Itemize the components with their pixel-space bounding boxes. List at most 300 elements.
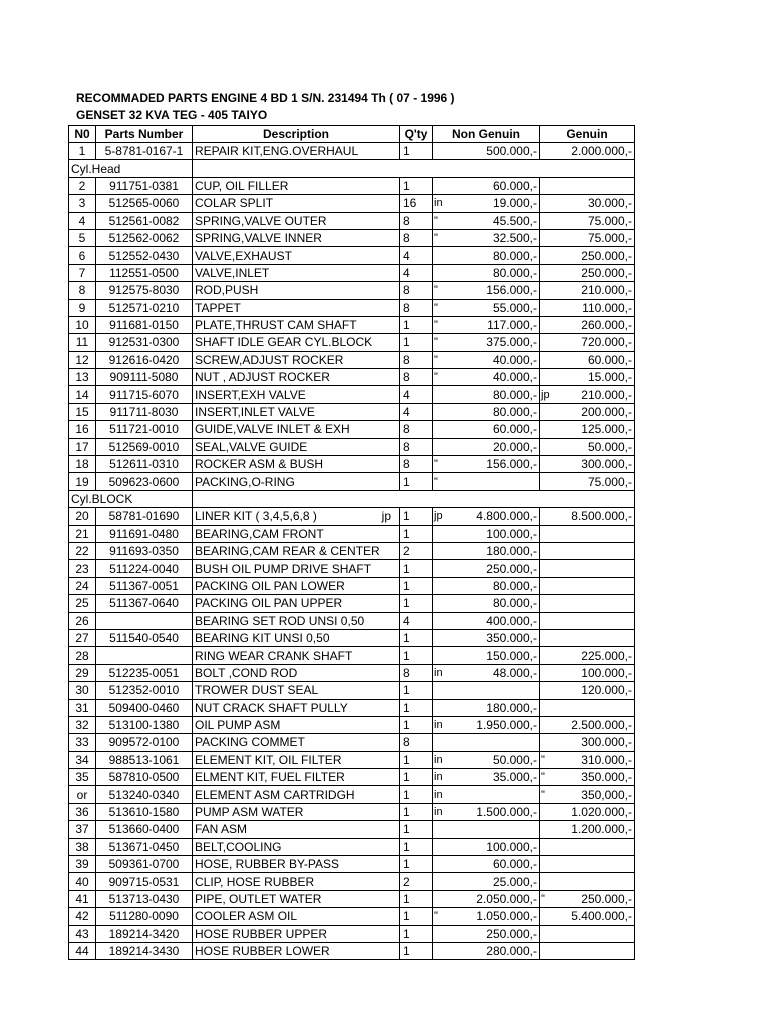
cell-part-number: 912616-0420 xyxy=(96,351,193,368)
cell-non-genuine-origin xyxy=(433,821,451,838)
cell-no: 29 xyxy=(69,664,96,681)
cell-non-genuine-origin xyxy=(433,595,451,612)
cell-non-genuine-price: 100.000,- xyxy=(451,838,540,855)
cell-part-number: 512235-0051 xyxy=(96,664,193,681)
table-row xyxy=(69,612,635,629)
cell-non-genuine-origin xyxy=(433,438,451,455)
cell-non-genuine-origin: in xyxy=(433,664,451,681)
cell-non-genuine-price: 80.000,- xyxy=(451,577,540,594)
cell-qty: 8 xyxy=(400,212,433,229)
cell-qty: 1 xyxy=(400,786,433,803)
table-row xyxy=(69,716,635,733)
cell-qty: 8 xyxy=(400,421,433,438)
cell-non-genuine-price xyxy=(451,734,540,751)
cell-qty: 1 xyxy=(400,769,433,786)
cell-qty: 8 xyxy=(400,299,433,316)
cell-genuine-price: 250.000,- xyxy=(558,247,635,264)
cell-part-number: 512552-0430 xyxy=(96,247,193,264)
cell-qty: 8 xyxy=(400,438,433,455)
cell-description: BEARING,CAM REAR & CENTER xyxy=(193,542,400,559)
cell-qty: 1 xyxy=(400,629,433,646)
cell-no: 31 xyxy=(69,699,96,716)
cell-genuine-price: 250.000,- xyxy=(558,264,635,281)
cell-genuine-price xyxy=(558,525,635,542)
cell-non-genuine-origin xyxy=(433,577,451,594)
cell-no: 7 xyxy=(69,264,96,281)
table-row xyxy=(69,542,635,559)
cell-genuine-origin xyxy=(540,351,558,368)
cell-genuine-origin xyxy=(540,212,558,229)
cell-no: 22 xyxy=(69,542,96,559)
cell-genuine-origin xyxy=(540,316,558,333)
cell-non-genuine-origin: in xyxy=(433,751,451,768)
cell-non-genuine-origin: " xyxy=(433,473,451,490)
cell-part-number: 189214-3430 xyxy=(96,942,193,959)
cell-part-number: 58781-01690 xyxy=(96,508,193,525)
cell-part-number: 513660-0400 xyxy=(96,821,193,838)
cell-genuine-price xyxy=(558,699,635,716)
cell-description: PACKING OIL PAN UPPER xyxy=(193,595,400,612)
cell-no: 34 xyxy=(69,751,96,768)
cell-non-genuine-price: 19.000,- xyxy=(451,195,540,212)
cell-description: HOSE, RUBBER BY-PASS xyxy=(193,856,400,873)
cell-description: INSERT,EXH VALVE xyxy=(193,386,400,403)
cell-non-genuine-origin: " xyxy=(433,282,451,299)
cell-non-genuine-price: 250.000,- xyxy=(451,560,540,577)
cell-no: 2 xyxy=(69,177,96,194)
cell-description: TAPPET xyxy=(193,299,400,316)
cell-part-number: 5-8781-0167-1 xyxy=(96,143,193,160)
cell-non-genuine-origin xyxy=(433,890,451,907)
cell-non-genuine-price xyxy=(451,786,540,803)
cell-genuine-price xyxy=(558,577,635,594)
cell-description: PACKING OIL PAN LOWER xyxy=(193,577,400,594)
table-row xyxy=(69,682,635,699)
cell-description: PIPE, OUTLET WATER xyxy=(193,890,400,907)
cell-genuine-price: 225.000,- xyxy=(558,647,635,664)
cell-description: SPRING,VALVE OUTER xyxy=(193,212,400,229)
header-genuine: Genuin xyxy=(540,126,635,143)
cell-non-genuine-price: 500.000,- xyxy=(451,143,540,160)
cell-no: 26 xyxy=(69,612,96,629)
cell-part-number: 911693-0350 xyxy=(96,542,193,559)
cell-no: 28 xyxy=(69,647,96,664)
table-row xyxy=(69,925,635,942)
table-row xyxy=(69,751,635,768)
cell-qty: 1 xyxy=(400,890,433,907)
cell-genuine-price xyxy=(558,560,635,577)
cell-non-genuine-origin: " xyxy=(433,316,451,333)
cell-description: INSERT,INLET VALVE xyxy=(193,403,400,420)
cell-qty: 8 xyxy=(400,664,433,681)
table-row xyxy=(69,890,635,907)
cell-non-genuine-price: 20.000,- xyxy=(451,438,540,455)
cell-qty: 16 xyxy=(400,195,433,212)
cell-part-number xyxy=(96,647,193,664)
cell-genuine-origin xyxy=(540,264,558,281)
cell-qty: 8 xyxy=(400,282,433,299)
cell-description: TROWER DUST SEAL xyxy=(193,682,400,699)
document-subtitle: GENSET 32 KVA TEG - 405 TAIYO xyxy=(76,108,268,122)
cell-no: 25 xyxy=(69,595,96,612)
cell-part-number: 912575-8030 xyxy=(96,282,193,299)
table-row xyxy=(69,473,635,490)
section-row xyxy=(69,160,635,177)
cell-genuine-price xyxy=(558,838,635,855)
cell-part-number: 512611-0310 xyxy=(96,456,193,473)
table-row xyxy=(69,664,635,681)
cell-description: BEARING SET ROD UNSI 0,50 xyxy=(193,612,400,629)
cell-non-genuine-origin: in xyxy=(433,769,451,786)
cell-qty: 4 xyxy=(400,247,433,264)
cell-genuine-origin xyxy=(540,438,558,455)
cell-non-genuine-origin xyxy=(433,942,451,959)
cell-non-genuine-origin xyxy=(433,143,451,160)
cell-no: 10 xyxy=(69,316,96,333)
table-row xyxy=(69,386,635,403)
cell-non-genuine-price: 117.000,- xyxy=(451,316,540,333)
cell-genuine-price: 210.000,- xyxy=(558,386,635,403)
cell-no: 44 xyxy=(69,942,96,959)
cell-genuine-origin xyxy=(540,247,558,264)
cell-qty: 1 xyxy=(400,908,433,925)
cell-genuine-origin xyxy=(540,664,558,681)
cell-description: VALVE,INLET xyxy=(193,264,400,281)
header-description: Description xyxy=(193,126,400,143)
cell-genuine-price: 8.500.000,- xyxy=(558,508,635,525)
table-row xyxy=(69,595,635,612)
cell-genuine-price: 300.000,- xyxy=(558,456,635,473)
cell-part-number: 511540-0540 xyxy=(96,629,193,646)
cell-genuine-price xyxy=(558,595,635,612)
cell-description: BUSH OIL PUMP DRIVE SHAFT xyxy=(193,560,400,577)
cell-genuine-origin xyxy=(540,334,558,351)
cell-genuine-price: 250.000,- xyxy=(558,890,635,907)
cell-description: SPRING,VALVE INNER xyxy=(193,229,400,246)
cell-qty: 1 xyxy=(400,525,433,542)
table-row xyxy=(69,786,635,803)
cell-description: VALVE,EXHAUST xyxy=(193,247,400,264)
cell-description: SEAL,VALVE GUIDE xyxy=(193,438,400,455)
cell-genuine-origin xyxy=(540,803,558,820)
cell-no: 30 xyxy=(69,682,96,699)
cell-genuine-price xyxy=(558,942,635,959)
cell-genuine-price: 110.000,- xyxy=(558,299,635,316)
cell-part-number: 511224-0040 xyxy=(96,560,193,577)
cell-genuine-price: 350,000,- xyxy=(558,786,635,803)
cell-description: CLIP, HOSE RUBBER xyxy=(193,873,400,890)
cell-genuine-price: 1.200.000,- xyxy=(558,821,635,838)
cell-qty: 4 xyxy=(400,264,433,281)
table-row xyxy=(69,908,635,925)
cell-non-genuine-origin xyxy=(433,647,451,664)
table-row xyxy=(69,351,635,368)
cell-no: 37 xyxy=(69,821,96,838)
cell-no: 40 xyxy=(69,873,96,890)
cell-genuine-price: 15.000,- xyxy=(558,369,635,386)
cell-genuine-origin xyxy=(540,456,558,473)
cell-non-genuine-price: 60.000,- xyxy=(451,421,540,438)
cell-no: 6 xyxy=(69,247,96,264)
cell-non-genuine-price: 375.000,- xyxy=(451,334,540,351)
cell-non-genuine-origin xyxy=(433,560,451,577)
cell-non-genuine-price: 40.000,- xyxy=(451,351,540,368)
cell-non-genuine-price: 80.000,- xyxy=(451,264,540,281)
cell-genuine-price xyxy=(558,612,635,629)
cell-genuine-price: 210.000,- xyxy=(558,282,635,299)
cell-no: 9 xyxy=(69,299,96,316)
cell-genuine-origin: " xyxy=(540,769,558,786)
table-row xyxy=(69,821,635,838)
table-row xyxy=(69,873,635,890)
cell-part-number: 911711-8030 xyxy=(96,403,193,420)
parts-table xyxy=(68,125,635,960)
section-filler xyxy=(193,490,635,507)
cell-non-genuine-origin xyxy=(433,629,451,646)
cell-part-number: 911681-0150 xyxy=(96,316,193,333)
table-row xyxy=(69,247,635,264)
cell-genuine-origin xyxy=(540,473,558,490)
cell-description: PACKING COMMET xyxy=(193,734,400,751)
cell-genuine-origin xyxy=(540,716,558,733)
cell-no: 3 xyxy=(69,195,96,212)
cell-no: 39 xyxy=(69,856,96,873)
cell-part-number: 512352-0010 xyxy=(96,682,193,699)
cell-genuine-price: 75.000,- xyxy=(558,473,635,490)
cell-description: PLATE,THRUST CAM SHAFT xyxy=(193,316,400,333)
cell-non-genuine-origin xyxy=(433,925,451,942)
cell-no: 14 xyxy=(69,386,96,403)
cell-part-number: 511721-0010 xyxy=(96,421,193,438)
cell-qty: 1 xyxy=(400,508,433,525)
cell-qty: 1 xyxy=(400,856,433,873)
cell-non-genuine-origin xyxy=(433,838,451,855)
cell-no: 16 xyxy=(69,421,96,438)
table-row xyxy=(69,734,635,751)
cell-genuine-origin xyxy=(540,421,558,438)
cell-part-number: 912531-0300 xyxy=(96,334,193,351)
cell-description: ELEMENT KIT, OIL FILTER xyxy=(193,751,400,768)
cell-no: 21 xyxy=(69,525,96,542)
cell-part-number: 911715-6070 xyxy=(96,386,193,403)
cell-non-genuine-price xyxy=(451,821,540,838)
cell-genuine-origin: " xyxy=(540,890,558,907)
cell-non-genuine-origin xyxy=(433,421,451,438)
cell-non-genuine-price xyxy=(451,682,540,699)
cell-non-genuine-price: 4.800.000,- xyxy=(451,508,540,525)
cell-no: 33 xyxy=(69,734,96,751)
cell-non-genuine-price: 25.000,- xyxy=(451,873,540,890)
cell-part-number: 909111-5080 xyxy=(96,369,193,386)
cell-description: COOLER ASM OIL xyxy=(193,908,400,925)
cell-non-genuine-origin xyxy=(433,403,451,420)
cell-genuine-origin xyxy=(540,369,558,386)
cell-qty: 1 xyxy=(400,177,433,194)
table-row xyxy=(69,438,635,455)
parts-table-body xyxy=(69,143,635,960)
cell-description: OIL PUMP ASM xyxy=(193,716,400,733)
header-no: N0 xyxy=(69,126,96,143)
cell-genuine-origin xyxy=(540,143,558,160)
cell-genuine-origin xyxy=(540,195,558,212)
cell-genuine-origin xyxy=(540,838,558,855)
cell-description: BELT,COOLING xyxy=(193,838,400,855)
cell-qty: 1 xyxy=(400,682,433,699)
cell-non-genuine-origin xyxy=(433,542,451,559)
cell-non-genuine-price: 60.000,- xyxy=(451,177,540,194)
cell-part-number: 909572-0100 xyxy=(96,734,193,751)
cell-qty: 1 xyxy=(400,577,433,594)
table-row xyxy=(69,577,635,594)
cell-description: FAN ASM xyxy=(193,821,400,838)
section-filler xyxy=(193,160,635,177)
cell-no: 17 xyxy=(69,438,96,455)
cell-qty: 2 xyxy=(400,873,433,890)
cell-non-genuine-price: 280.000,- xyxy=(451,942,540,959)
cell-qty: 4 xyxy=(400,612,433,629)
cell-non-genuine-price: 45.500,- xyxy=(451,212,540,229)
table-row xyxy=(69,942,635,959)
cell-qty: 1 xyxy=(400,942,433,959)
cell-description: ELMENT KIT, FUEL FILTER xyxy=(193,769,400,786)
cell-no: 1 xyxy=(69,143,96,160)
cell-no: 43 xyxy=(69,925,96,942)
cell-qty: 1 xyxy=(400,803,433,820)
cell-genuine-origin xyxy=(540,647,558,664)
cell-genuine-origin xyxy=(540,925,558,942)
cell-genuine-origin xyxy=(540,177,558,194)
cell-description: NUT , ADJUST ROCKER xyxy=(193,369,400,386)
cell-non-genuine-origin: " xyxy=(433,334,451,351)
cell-description: PACKING,O-RING xyxy=(193,473,400,490)
cell-non-genuine-price: 32.500,- xyxy=(451,229,540,246)
cell-non-genuine-origin xyxy=(433,177,451,194)
table-row xyxy=(69,177,635,194)
table-header-row xyxy=(69,126,635,143)
cell-genuine-origin xyxy=(540,908,558,925)
cell-no: 41 xyxy=(69,890,96,907)
cell-genuine-price xyxy=(558,177,635,194)
cell-non-genuine-origin: " xyxy=(433,369,451,386)
table-row xyxy=(69,334,635,351)
table-row xyxy=(69,316,635,333)
cell-genuine-origin xyxy=(540,699,558,716)
cell-genuine-price xyxy=(558,925,635,942)
cell-non-genuine-price: 80.000,- xyxy=(451,386,540,403)
table-row xyxy=(69,264,635,281)
cell-non-genuine-origin: " xyxy=(433,212,451,229)
cell-part-number: 511280-0090 xyxy=(96,908,193,925)
cell-no: 19 xyxy=(69,473,96,490)
cell-description: HOSE RUBBER UPPER xyxy=(193,925,400,942)
cell-genuine-price xyxy=(558,873,635,890)
table-row xyxy=(69,629,635,646)
cell-genuine-origin xyxy=(540,682,558,699)
table-row xyxy=(69,803,635,820)
cell-qty: 8 xyxy=(400,229,433,246)
cell-qty: 1 xyxy=(400,699,433,716)
table-row xyxy=(69,699,635,716)
cell-no: 13 xyxy=(69,369,96,386)
cell-non-genuine-origin: " xyxy=(433,229,451,246)
table-row xyxy=(69,212,635,229)
cell-genuine-price xyxy=(558,629,635,646)
cell-part-number xyxy=(96,612,193,629)
cell-non-genuine-price: 156.000,- xyxy=(451,456,540,473)
cell-non-genuine-price: 48.000,- xyxy=(451,664,540,681)
cell-no: 8 xyxy=(69,282,96,299)
cell-non-genuine-origin xyxy=(433,682,451,699)
cell-genuine-price: 120.000,- xyxy=(558,682,635,699)
cell-part-number: 512571-0210 xyxy=(96,299,193,316)
cell-qty: 1 xyxy=(400,560,433,577)
cell-non-genuine-origin: " xyxy=(433,908,451,925)
cell-genuine-origin xyxy=(540,525,558,542)
cell-genuine-price: 260.000,- xyxy=(558,316,635,333)
cell-description: SCREW,ADJUST ROCKER xyxy=(193,351,400,368)
cell-non-genuine-origin xyxy=(433,612,451,629)
cell-non-genuine-price: 400.000,- xyxy=(451,612,540,629)
cell-non-genuine-price: 180.000,- xyxy=(451,542,540,559)
section-label: Cyl.Head xyxy=(69,160,193,177)
cell-genuine-price xyxy=(558,856,635,873)
cell-no: 15 xyxy=(69,403,96,420)
cell-no: 35 xyxy=(69,769,96,786)
cell-non-genuine-origin xyxy=(433,856,451,873)
cell-qty: 4 xyxy=(400,386,433,403)
cell-qty: 4 xyxy=(400,403,433,420)
cell-non-genuine-price: 80.000,- xyxy=(451,403,540,420)
cell-non-genuine-origin xyxy=(433,247,451,264)
cell-description: BOLT ,COND ROD xyxy=(193,664,400,681)
cell-genuine-price: 1.020.000,- xyxy=(558,803,635,820)
table-row xyxy=(69,525,635,542)
cell-non-genuine-origin: in xyxy=(433,195,451,212)
cell-genuine-price: 2.000.000,- xyxy=(558,143,635,160)
cell-genuine-price: 75.000,- xyxy=(558,229,635,246)
cell-genuine-origin xyxy=(540,612,558,629)
cell-no: 5 xyxy=(69,229,96,246)
cell-part-number: 911691-0480 xyxy=(96,525,193,542)
cell-part-number: 512562-0062 xyxy=(96,229,193,246)
cell-part-number: 513713-0430 xyxy=(96,890,193,907)
cell-non-genuine-origin xyxy=(433,525,451,542)
cell-description: NUT CRACK SHAFT PULLY xyxy=(193,699,400,716)
cell-description: HOSE RUBBER LOWER xyxy=(193,942,400,959)
cell-qty: 1 xyxy=(400,316,433,333)
table-row xyxy=(69,403,635,420)
cell-qty: 8 xyxy=(400,369,433,386)
section-label: Cyl.BLOCK xyxy=(69,490,193,507)
cell-genuine-origin xyxy=(540,229,558,246)
cell-part-number: 112551-0500 xyxy=(96,264,193,281)
cell-non-genuine-price: 1.500.000,- xyxy=(451,803,540,820)
cell-genuine-price: 100.000,- xyxy=(558,664,635,681)
cell-description: COLAR SPLIT xyxy=(193,195,400,212)
cell-no: 12 xyxy=(69,351,96,368)
cell-non-genuine-origin: in xyxy=(433,803,451,820)
table-row xyxy=(69,856,635,873)
cell-no: 18 xyxy=(69,456,96,473)
cell-non-genuine-price: 80.000,- xyxy=(451,595,540,612)
cell-genuine-price: 5.400.000,- xyxy=(558,908,635,925)
table-row xyxy=(69,369,635,386)
cell-genuine-origin xyxy=(540,595,558,612)
cell-genuine-origin xyxy=(540,577,558,594)
table-row xyxy=(69,508,635,525)
section-row xyxy=(69,490,635,507)
cell-non-genuine-origin: in xyxy=(433,786,451,803)
